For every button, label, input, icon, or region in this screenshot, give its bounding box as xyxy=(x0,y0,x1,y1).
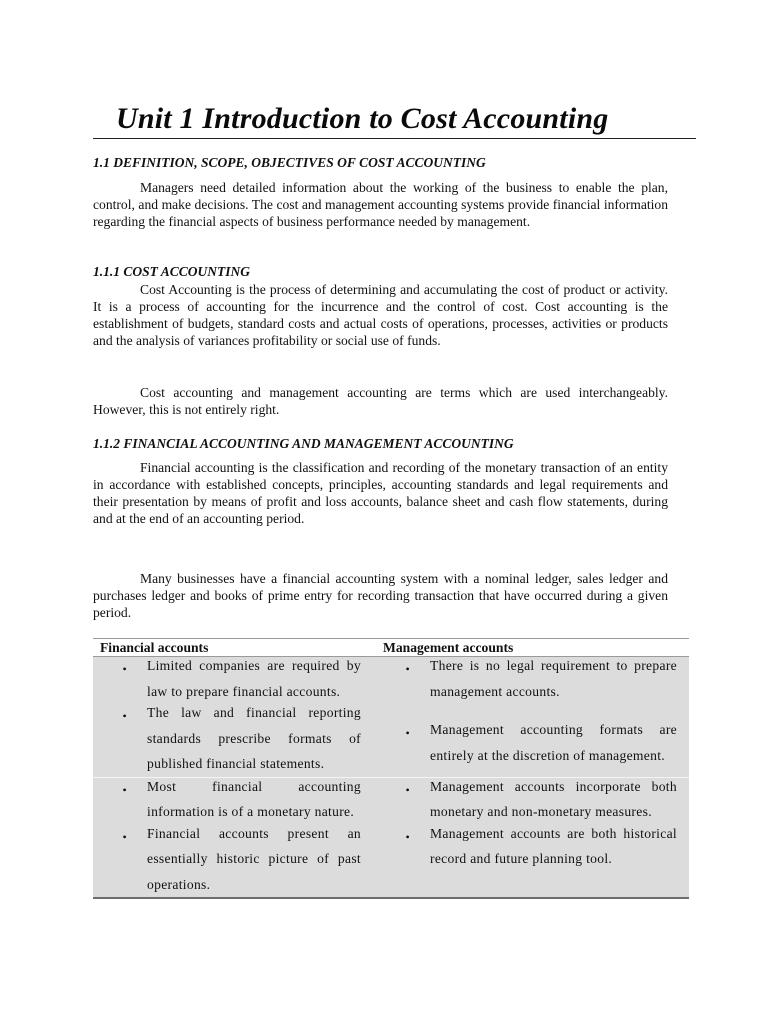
page-title: Unit 1 Introduction to Cost Accounting xyxy=(116,102,609,135)
list-item xyxy=(376,778,677,825)
comparison-table xyxy=(93,638,689,899)
bullet-icon: • xyxy=(405,662,410,676)
section-heading-1-1: 1.1 DEFINITION, SCOPE, OBJECTIVES OF COST ACCOUNTING xyxy=(93,155,486,170)
bullet-icon: • xyxy=(405,782,410,797)
list-item-text: Management accounting formats are entirely at the discretion of management. xyxy=(430,722,677,763)
table-row-group xyxy=(93,778,689,900)
bullet-icon: • xyxy=(405,726,410,740)
section-heading-1-1-2: 1.1.2 FINANCIAL ACCOUNTING AND MANAGEMENT ACCOUNTING xyxy=(93,436,514,451)
paragraph-ledgers: Many businesses have a financial accounting system with a nominal ledger, sales ledger and purchases ledger and books of prime entry for recording transaction that have occurred during a given period. xyxy=(93,571,668,620)
bullet-icon: • xyxy=(122,709,127,723)
list-item-text: Financial accounts present an essentially historic picture of past operations. xyxy=(147,825,361,892)
paragraph-cost-accounting-definition: Cost Accounting is the process of determining and accumulating the cost of product or activity. It is a process of accounting for the incurrence and the control of cost. Cost accounting is the establishment of budgets, standard costs and actual costs of operations, processes, activities or products and the analysis of variances profitability or social use of funds. xyxy=(93,282,668,348)
list-item-text: Management accounts incorporate both monetary and non-monetary measures. xyxy=(430,778,677,819)
bullet-icon: • xyxy=(405,829,410,844)
column-header-management: Management accounts xyxy=(383,640,514,655)
list-item xyxy=(93,778,361,825)
financial-cell xyxy=(93,778,376,898)
table-row-group xyxy=(93,657,689,778)
list-item xyxy=(376,657,677,704)
column-header-financial: Financial accounts xyxy=(100,640,209,655)
list-item xyxy=(93,657,361,704)
list-item xyxy=(376,825,677,872)
list-item-text: Most financial accounting information is of a monetary nature. xyxy=(147,778,361,819)
list-item-text: Management accounts are both historical record and future planning tool. xyxy=(430,825,677,866)
bullet-icon: • xyxy=(122,662,127,676)
paragraph-cost-vs-management: Cost accounting and management accounting are terms which are used interchangeably. However, this is not entirely right. xyxy=(93,385,668,417)
financial-cell xyxy=(93,657,376,777)
list-item-text: The law and financial reporting standards prescribe formats of published financial statements. xyxy=(147,705,361,771)
management-cell xyxy=(376,657,689,777)
section-heading-1-1-1: 1.1.1 COST ACCOUNTING xyxy=(93,264,251,279)
list-item xyxy=(93,825,361,898)
list-item xyxy=(93,704,361,777)
paragraph-financial-accounting-definition: Financial accounting is the classification and recording of the monetary transaction of an entity in accordance with established concepts, principles, accounting standards and legal requirements and their presentation by means of profit and loss accounts, balance sheet and cash flow statements, during and at the end of an accounting period. xyxy=(93,460,668,526)
bullet-icon: • xyxy=(122,829,127,844)
list-item-text: Limited companies are required by law to prepare financial accounts. xyxy=(147,658,361,699)
title-underline-rule xyxy=(93,138,696,139)
list-item-text: There is no legal requirement to prepare management accounts. xyxy=(430,658,677,699)
bullet-icon: • xyxy=(122,782,127,797)
management-cell xyxy=(376,778,689,898)
paragraph-1-1-intro: Managers need detailed information about the working of the business to enable the plan, control, and make decisions. The cost and management accounting systems provide financial information regarding the financial aspects of business performance needed by management. xyxy=(93,180,668,229)
list-item xyxy=(376,721,677,768)
